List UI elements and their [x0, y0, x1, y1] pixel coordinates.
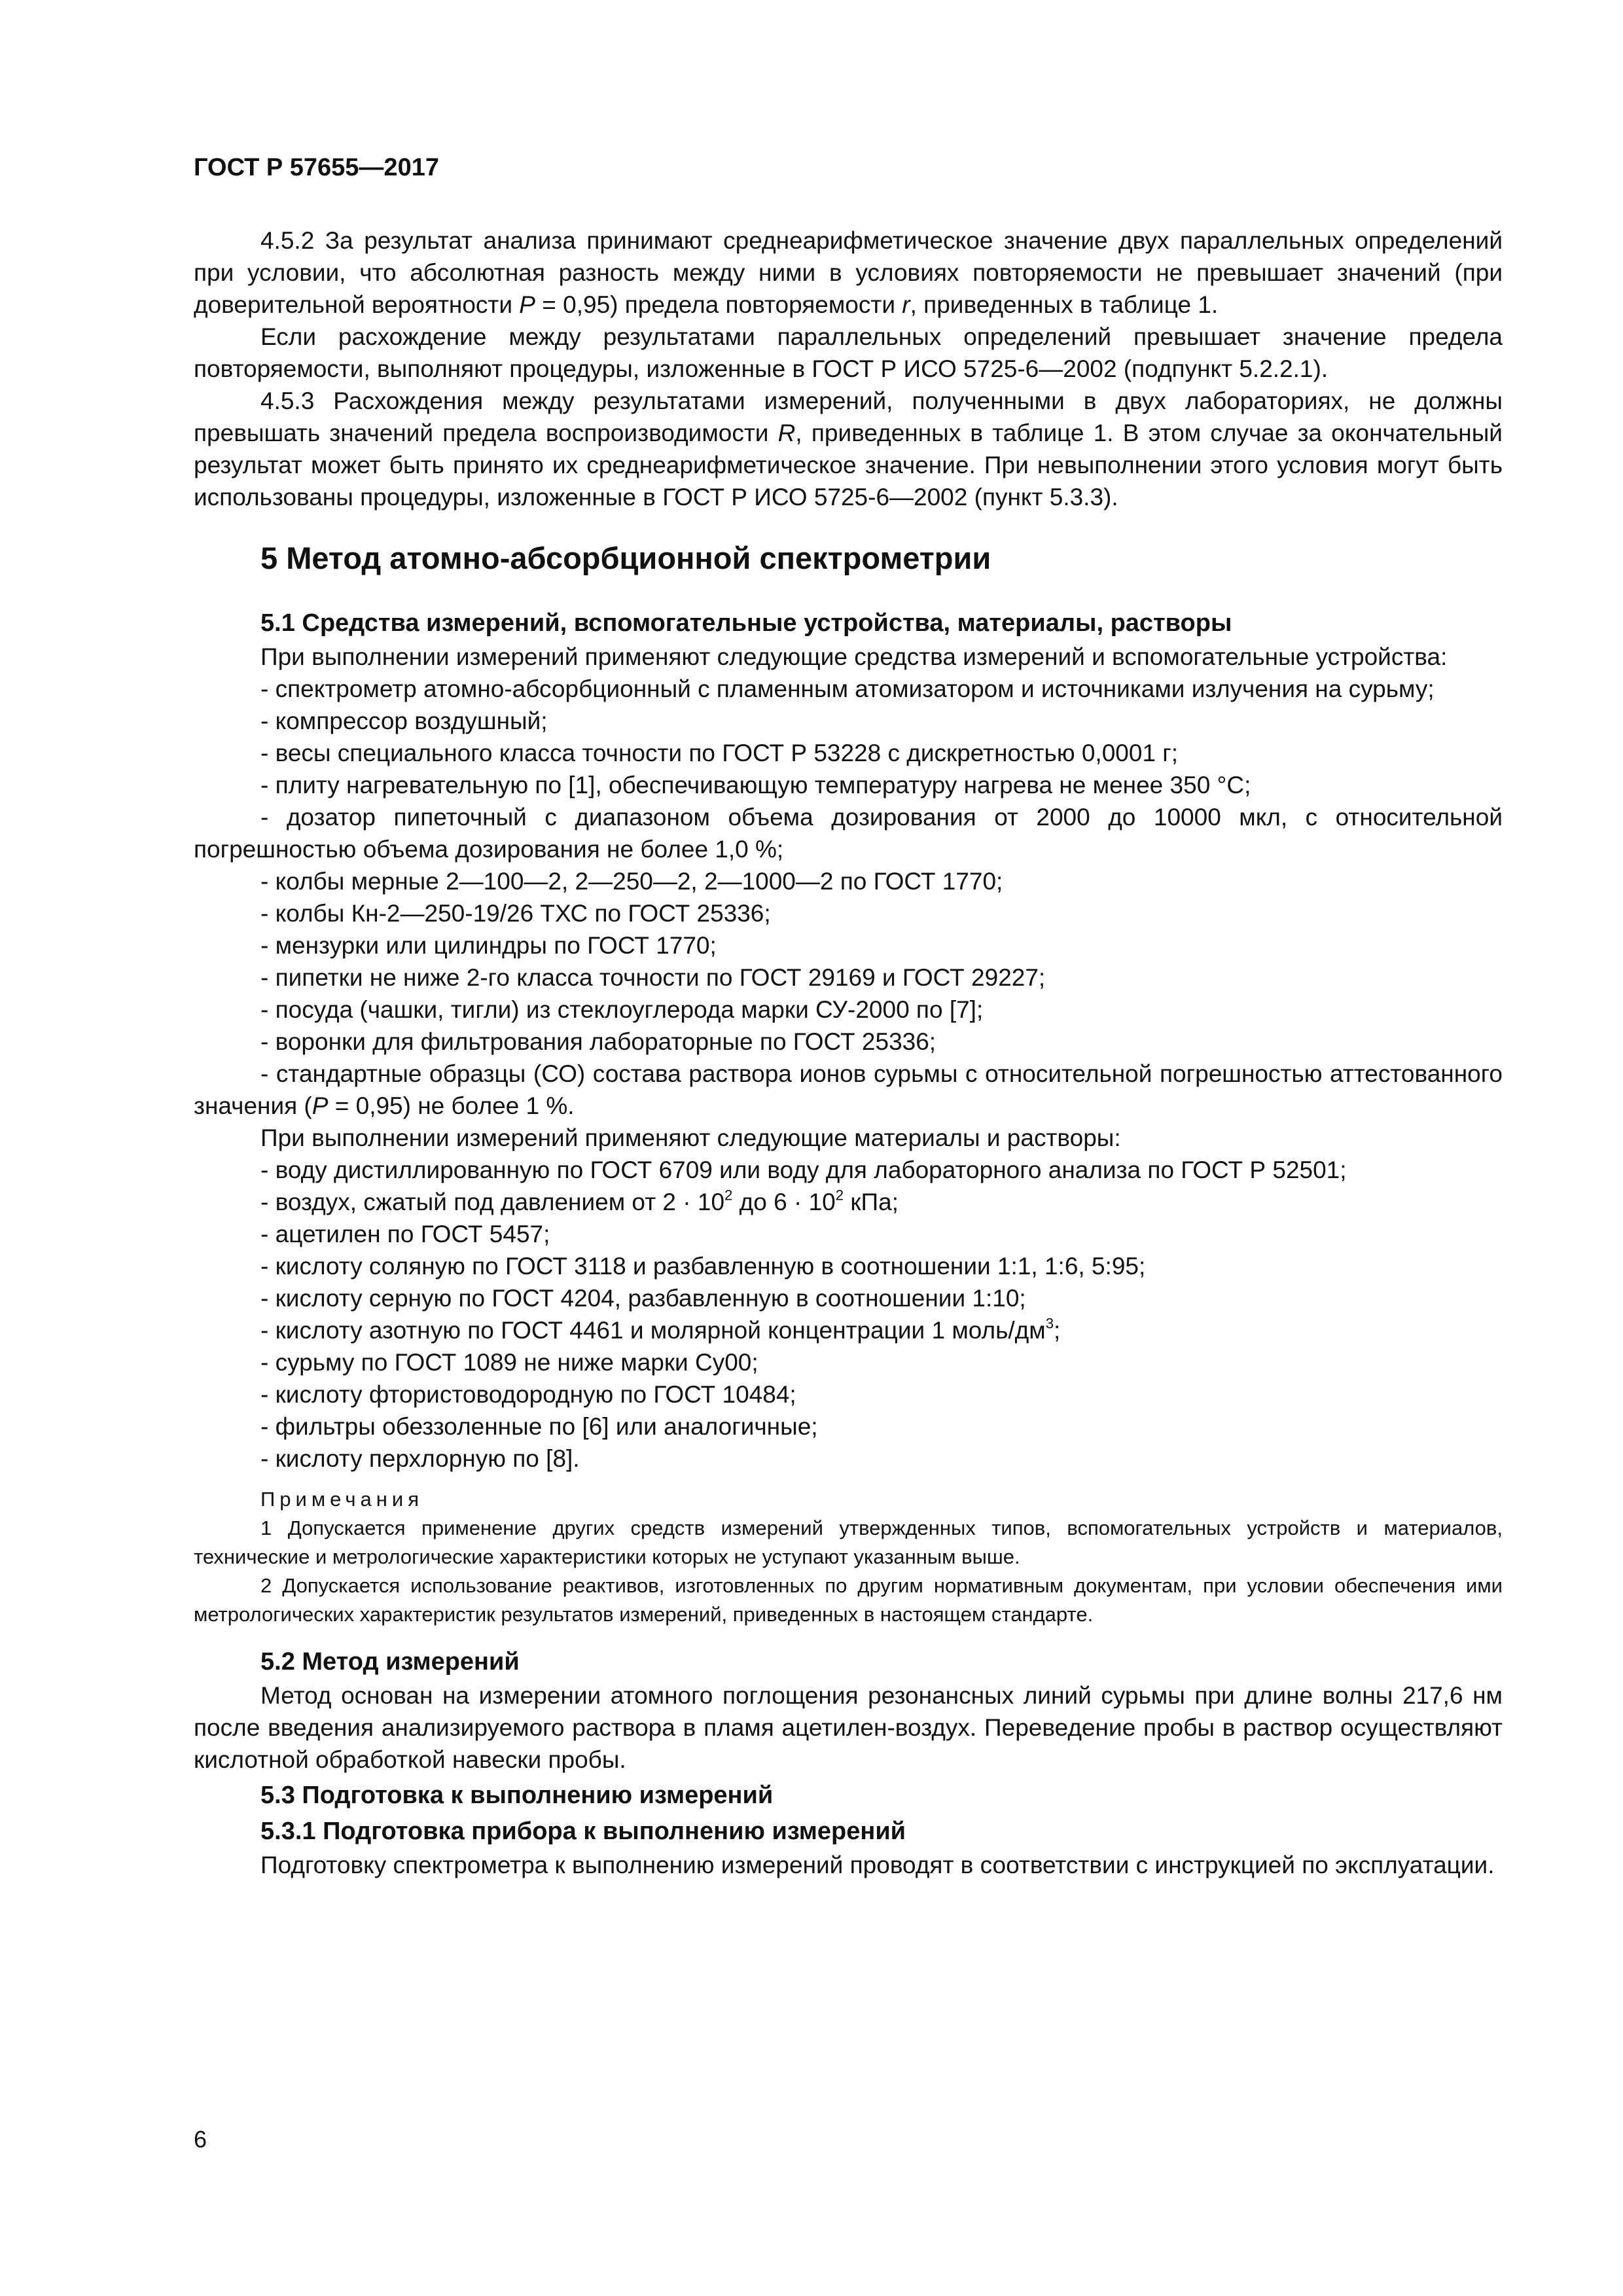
subsection-5-2-heading: 5.2 Метод измерений: [260, 1648, 520, 1676]
paragraph-4-5-3: [194, 385, 1503, 513]
note-item: 1 Допускается применение других средств измерений утвержденных типов, вспомогательных устройств и материалов, технические и метрологические характеристики которых не уступают указанным выше.: [194, 1516, 1503, 1568]
section-5-heading: 5 Метод атомно-абсорбционной спектрометрии: [260, 541, 991, 575]
list-item: [194, 1314, 1503, 1346]
text-run: - стандартные образцы (СО) состава раствора ионов сурьмы с относительной погрешностью аттестованного значения (: [194, 1060, 1503, 1119]
paragraph-4-5-2: [194, 224, 1503, 321]
list-item: - компрессор воздушный;: [260, 708, 548, 734]
paragraph-4-5-2-b: Если расхождение между результатами параллельных определений превышает значение предела повторяемости, выполняют процедуры, изложенные в ГОСТ Р ИСО 5725-6—2002 (подпункт 5.2.2.1).: [194, 323, 1503, 382]
list-item: - колбы Кн-2—250-19/26 ТХС по ГОСТ 25336;: [260, 900, 771, 927]
list-item: - пипетки не ниже 2-го класса точности по ГОСТ 29169 и ГОСТ 29227;: [260, 964, 1046, 991]
list-item: - кислоту серную по ГОСТ 4204, разбавленную в соотношении 1:10;: [260, 1285, 1026, 1312]
list-item: - спектрометр атомно-абсорбционный с пламенным атомизатором и источниками излучения на сурьму;: [260, 675, 1435, 702]
preparation-paragraph: Подготовку спектрометра к выполнению измерений проводят в соответствии с инструкцией по эксплуатации.: [260, 1852, 1495, 1878]
text-run: ;: [1054, 1317, 1061, 1344]
document-page: [194, 152, 1503, 1881]
note-item: 2 Допускается использование реактивов, изготовленных по другим нормативным документам, при условии обеспечения ими метрологических характеристик результатов измерений, приведенных в настоящем стандарте.: [194, 1574, 1503, 1626]
list-item: - кислоту соляную по ГОСТ 3118 и разбавленную в соотношении 1:1, 1:6, 5:95;: [260, 1253, 1146, 1280]
equipment-intro: При выполнении измерений применяют следующие средства измерений и вспомогательные устройства:: [260, 643, 1448, 670]
list-item: [194, 1186, 1503, 1218]
symbol-r: R: [777, 420, 796, 446]
text-run: , приведенных в таблице 1.: [910, 291, 1219, 318]
document-header: ГОСТ Р 57655—2017: [194, 154, 439, 181]
text-run: кПа;: [844, 1189, 899, 1215]
page-number: 6: [194, 2126, 207, 2153]
list-item: - воронки для фильтрования лабораторные по ГОСТ 25336;: [260, 1028, 936, 1055]
list-item: - ацетилен по ГОСТ 5457;: [260, 1221, 550, 1247]
materials-intro: При выполнении измерений применяют следующие материалы и растворы:: [260, 1124, 1121, 1151]
list-item: - дозатор пипеточный с диапазоном объема дозирования от 2000 до 10000 мкл, с относительной погрешностью объема дозирования не более 1,0 %;: [194, 804, 1503, 863]
list-item: - кислоту перхлорную по [8].: [260, 1445, 580, 1472]
list-item: - воду дистиллированную по ГОСТ 6709 или воду для лабораторного анализа по ГОСТ Р 52501;: [260, 1157, 1347, 1183]
text-run: - кислоту азотную по ГОСТ 4461 и молярной концентрации 1 моль/дм: [260, 1317, 1046, 1344]
subsection-5-3-heading: 5.3 Подготовка к выполнению измерений: [260, 1782, 774, 1809]
list-item: - колбы мерные 2—100—2, 2—250—2, 2—1000—2 по ГОСТ 1770;: [260, 868, 1003, 895]
materials-list: [194, 1154, 1503, 1475]
superscript: 3: [1045, 1315, 1054, 1332]
text-run: 4.5.3 Расхождения между результатами измерений, полученными в двух лабораториях, не должны превышать значений предела воспроизводимости: [194, 387, 1503, 446]
list-item: - фильтры обеззоленные по [6] или аналогичные;: [260, 1413, 818, 1440]
list-item: [194, 1058, 1503, 1122]
subsection-5-1-heading: 5.1 Средства измерений, вспомогательные устройства, материалы, растворы: [260, 609, 1232, 637]
symbol-r: r: [902, 291, 910, 318]
list-item: - плиту нагревательную по [1], обеспечивающую температуру нагрева не менее 350 °С;: [260, 772, 1251, 798]
notes-heading: Примечания: [260, 1488, 423, 1511]
text-run: = 0,95) не более 1 %.: [328, 1092, 575, 1119]
equipment-list: [194, 673, 1503, 1122]
text-run: = 0,95) предела повторяемости: [535, 291, 902, 318]
text-run: - воздух, сжатый под давлением от 2 · 10: [260, 1189, 725, 1215]
superscript: 2: [835, 1187, 844, 1204]
list-item: - сурьму по ГОСТ 1089 не ниже марки Су00;: [260, 1349, 758, 1376]
method-paragraph: Метод основан на измерении атомного поглощения резонансных линий сурьмы при длине волны 217,6 нм после введения анализируемого раствора в пламя ацетилен-воздух. Переведение пробы в раствор осуществляют кислотной обработкой навески пробы.: [194, 1682, 1503, 1773]
list-item: - посуда (чашки, тигли) из стеклоуглерода марки СУ-2000 по [7];: [260, 996, 984, 1023]
text-run: 4.5.2 За результат анализа принимают среднеарифметическое значение двух параллельных определений при условии, что абсолютная разность между ними в условиях повторяемости не превышает значений (при доверительной вероятности: [194, 227, 1503, 318]
text-run: до 6 · 10: [732, 1189, 836, 1215]
list-item: - весы специального класса точности по ГОСТ Р 53228 с дискретностью 0,0001 г;: [260, 740, 1179, 766]
subsection-5-3-1-heading: 5.3.1 Подготовка прибора к выполнению измерений: [260, 1818, 906, 1845]
symbol-p: P: [312, 1092, 329, 1119]
text-run: , приведенных в таблице 1. В этом случае за окончательный результат может быть принято их среднеарифметическое значение. При невыполнении этого условия могут быть использованы процедуры, изложенные в ГОСТ Р ИСО 5725-6—2002 (пункт 5.3.3).: [194, 420, 1503, 511]
list-item: - кислоту фтористоводородную по ГОСТ 10484;: [260, 1381, 796, 1408]
list-item: - мензурки или цилиндры по ГОСТ 1770;: [260, 932, 717, 959]
symbol-p: P: [519, 291, 535, 318]
superscript: 2: [724, 1187, 733, 1204]
